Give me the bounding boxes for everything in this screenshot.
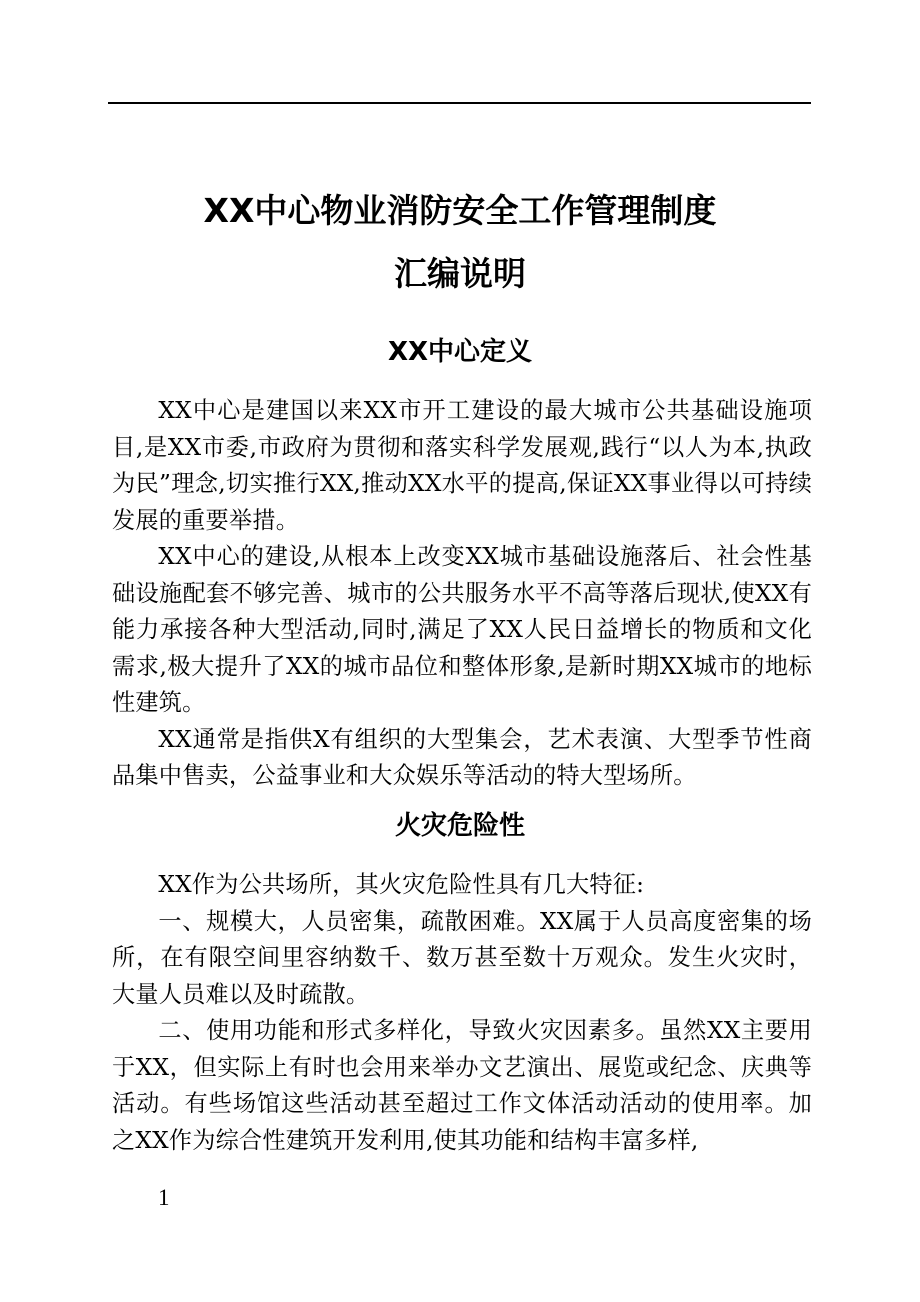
paragraph: XX作为公共场所，其火灾危险性具有几大特征:: [158, 871, 645, 898]
section-heading-definition: XX中心定义: [387, 337, 533, 367]
section-heading-fire-risk: 火灾危险性: [394, 811, 525, 841]
paragraph: 一、规模大，人员密集，疏散困难。XX属于人员高度密集的场所，在有限空间里容纳数千、数万甚至数十万观众。发生火灾时，大量人员难以及时疏散。: [112, 907, 812, 1008]
page-number: 1: [158, 1185, 170, 1210]
section-body-fire-risk: [112, 867, 812, 1159]
paragraph: XX通常是指供X有组织的大型集会，艺术表演、大型季节性商品集中售卖，公益事业和大众娱乐等活动的特大型场所。: [112, 725, 812, 789]
header-rule: [108, 102, 811, 104]
document-subtitle: 汇编说明: [394, 254, 526, 293]
section-body-definition: [112, 393, 812, 795]
paragraph: XX中心是建国以来XX市开工建设的最大城市公共基础设施项目,是XX市委,市政府为贯彻和落实科学发展观,践行“以人为本,执政为民”理念,切实推行XX,推动XX水平的提高,保证XX事业得以可持续发展的重要举措。: [112, 397, 812, 534]
paragraph: XX中心的建设,从根本上改变XX城市基础设施落后、社会性基础设施配套不够完善、城市的公共服务水平不高等落后现状,使XX有能力承接各种大型活动,同时,满足了XX人民日益增长的物质和文化需求,极大提升了XX的城市品位和整体形象,是新时期XX城市的地标性建筑。: [112, 543, 812, 716]
paragraph: 二、使用功能和形式多样化，导致火灾因素多。虽然XX主要用于XX，但实际上有时也会用来举办文艺演出、展览或纪念、庆典等活动。有些场馆这些活动甚至超过工作文体活动活动的使用率。加之XX作为综合性建筑开发利用,使其功能和结构丰富多样,: [112, 1017, 812, 1154]
document-title: XX中心物业消防安全工作管理制度: [203, 191, 717, 230]
